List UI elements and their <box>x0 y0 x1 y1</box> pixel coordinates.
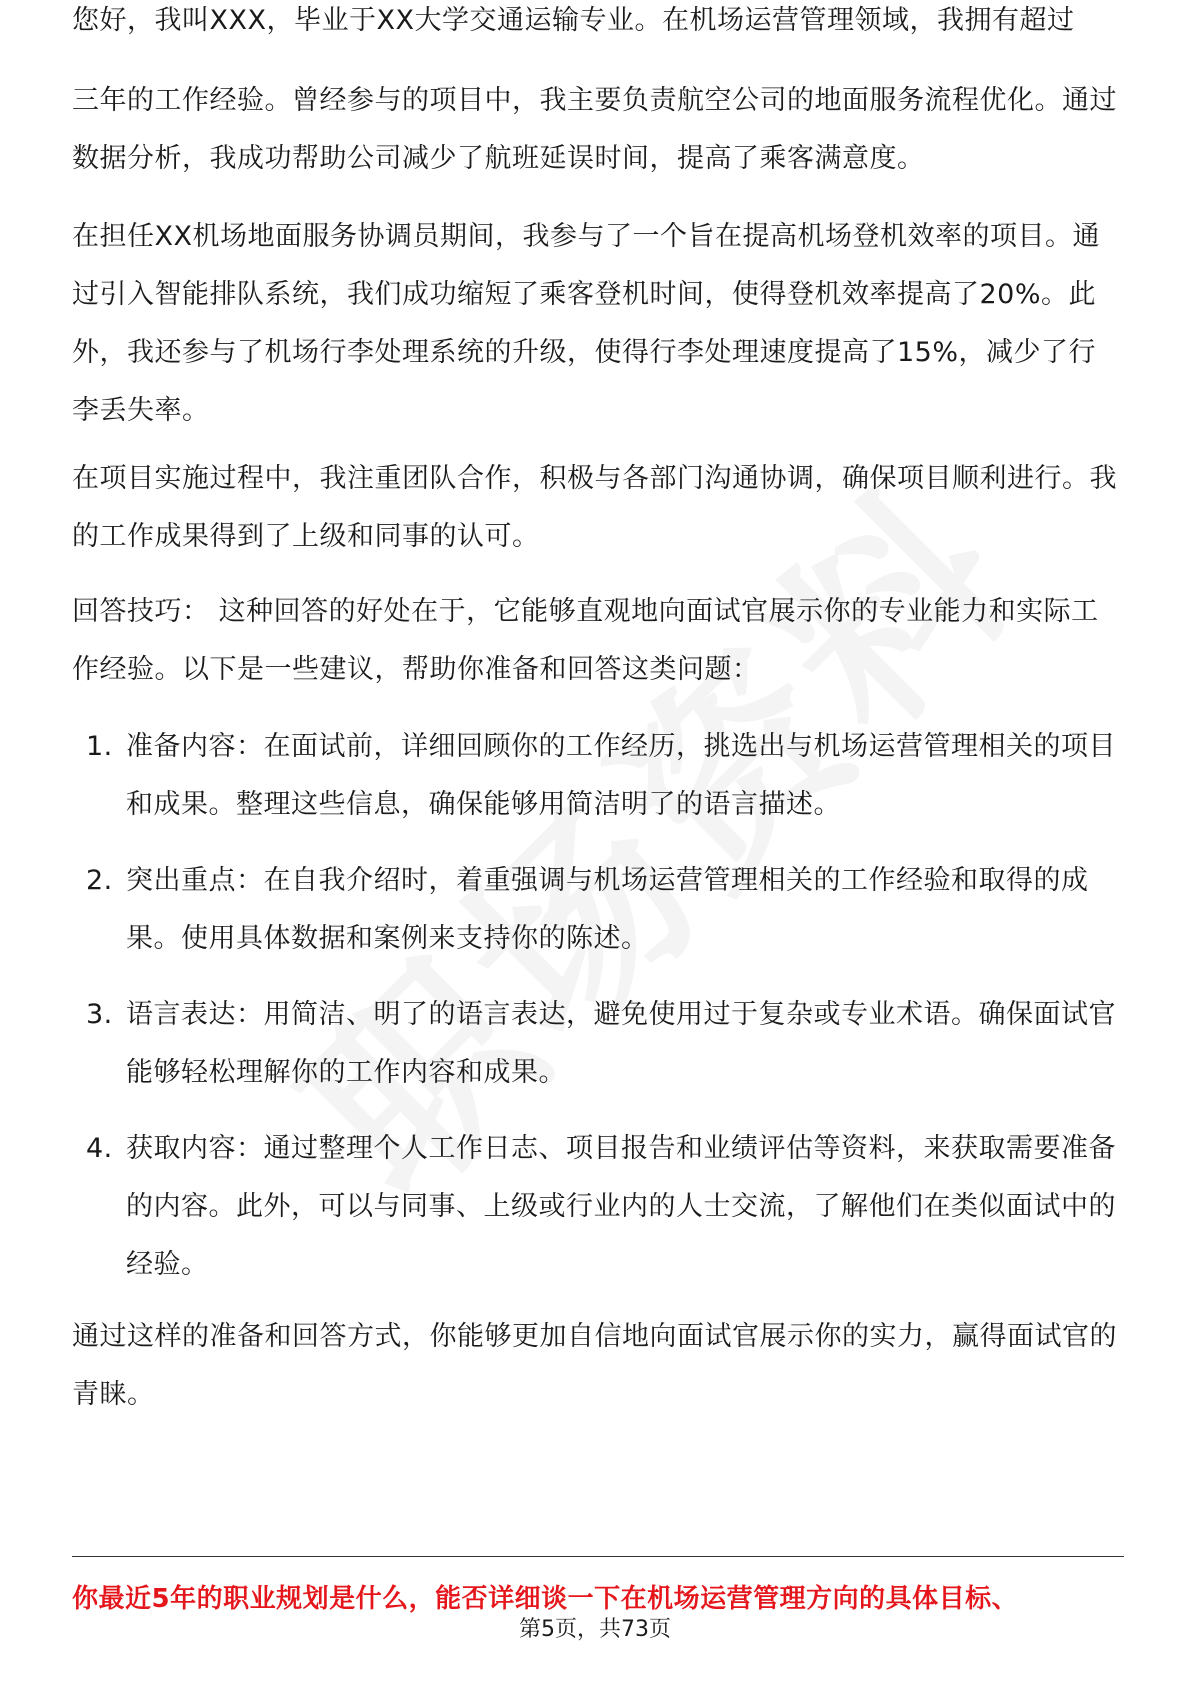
next-question-heading: 你最近5年的职业规划是什么，能否详细谈一下在机场运营管理方向的具体目标、 <box>72 1584 1019 1614</box>
paragraph-teamwork: 在项目实施过程中，我注重团队合作，积极与各部门沟通协调，确保项目顺利进行。我的工作成果得到了上级和同事的认可。 <box>72 463 1117 552</box>
tip-number: 4. <box>86 1133 113 1164</box>
paragraph-closing: 通过这样的准备和回答方式，你能够更加自信地向面试官展示你的实力，赢得面试官的青睐。 <box>72 1321 1117 1410</box>
section-divider <box>72 1556 1124 1557</box>
tip-number: 2. <box>86 865 113 896</box>
paragraph-project: 在担任XX机场地面服务协调员期间，我参与了一个旨在提高机场登机效率的项目。通过引入智能排队系统，我们成功缩短了乘客登机时间，使得登机效率提高了20%。此外，我还参与了机场行李处理系统的升级，使得行李处理速度提高了15%，减少了行李丢失率。 <box>72 221 1100 426</box>
tip-item-4 <box>86 1120 1116 1294</box>
tip-number: 3. <box>86 999 113 1030</box>
tip-text: 准备内容：在面试前，详细回顾你的工作经历，挑选出与机场运营管理相关的项目和成果。整理这些信息，确保能够用简洁明了的语言描述。 <box>126 731 1116 820</box>
tip-text: 语言表达：用简洁、明了的语言表达，避免使用过于复杂或专业术语。确保面试官能够轻松理解你的工作内容和成果。 <box>126 999 1116 1088</box>
tip-item-1 <box>86 718 1116 834</box>
paragraph-experience: 三年的工作经验。曾经参与的项目中，我主要负责航空公司的地面服务流程优化。通过数据分析，我成功帮助公司减少了航班延误时间，提高了乘客满意度。 <box>72 85 1117 174</box>
page-number: 第5页，共73页 <box>519 1617 671 1642</box>
paragraph-answer-tips: 回答技巧： 这种回答的好处在于，它能够直观地向面试官展示你的专业能力和实际工作经验。以下是一些建议，帮助你准备和回答这类问题： <box>72 596 1099 685</box>
tip-item-2 <box>86 852 1116 968</box>
partial-top-line <box>72 5 1122 74</box>
tip-number: 1. <box>86 731 113 762</box>
tip-text: 突出重点：在自我介绍时，着重强调与机场运营管理相关的工作经验和取得的成果。使用具体数据和案例来支持你的陈述。 <box>126 865 1089 954</box>
tip-text: 获取内容：通过整理个人工作日志、项目报告和业绩评估等资料，来获取需要准备的内容。此外，可以与同事、上级或行业内的人士交流，了解他们在类似面试中的经验。 <box>126 1133 1116 1280</box>
partial-top-line-text: 您好，我叫XXX，毕业于XX大学交通运输专业。在机场运营管理领域，我拥有超过 <box>72 5 1075 36</box>
tip-item-3 <box>86 986 1116 1102</box>
